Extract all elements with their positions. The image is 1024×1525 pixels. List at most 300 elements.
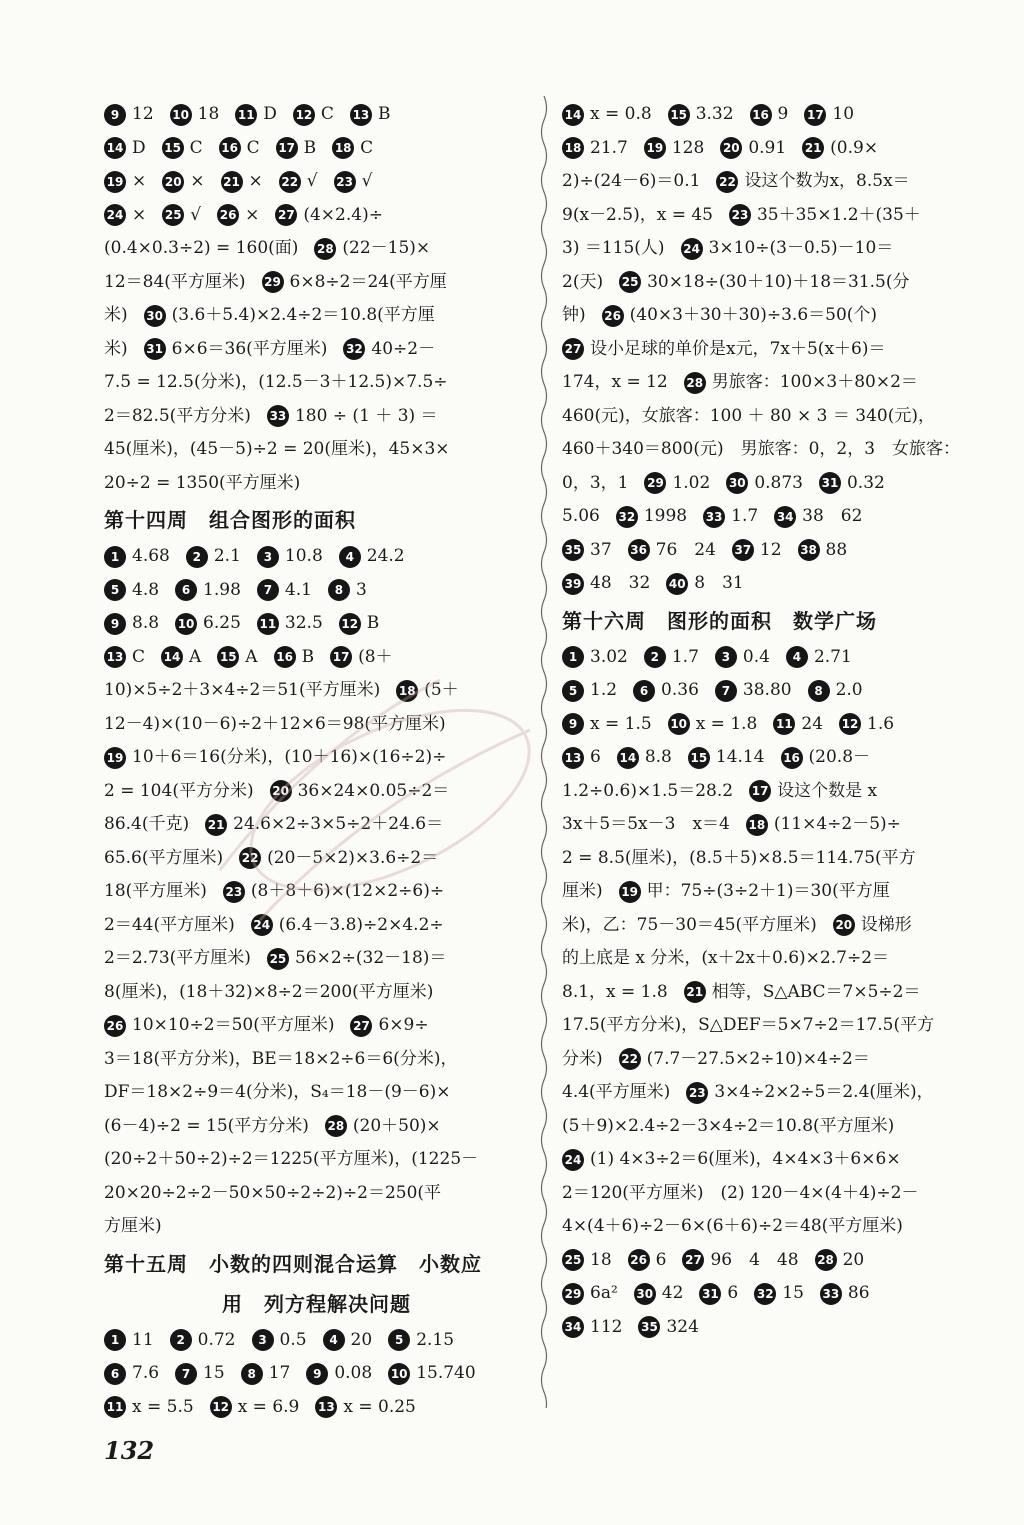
answer-item bbox=[104, 574, 159, 608]
answer-text: 65.6(平方厘米) bbox=[104, 847, 224, 868]
answer-text: 2 = 8.5(厘米)，(8.5＋5)×8.5＝114.75(平方 bbox=[562, 847, 916, 868]
answer-item bbox=[104, 909, 235, 943]
answer-item bbox=[330, 641, 392, 675]
answer-item bbox=[819, 467, 885, 501]
answer-text: 56×2÷(32－18)＝ bbox=[294, 948, 447, 968]
answer-text: 3x＋5＝5x－3 x＝4 bbox=[562, 814, 730, 834]
question-number-badge: 4 bbox=[323, 1329, 345, 1351]
question-number-badge: 37 bbox=[732, 539, 754, 561]
question-number-badge: 30 bbox=[144, 305, 166, 327]
question-number-badge: 17 bbox=[330, 646, 352, 668]
answer-text: C bbox=[320, 104, 334, 124]
question-number-badge: 13 bbox=[315, 1396, 337, 1418]
answer-text: 12＝84(平方厘米) bbox=[104, 271, 246, 292]
answer-item bbox=[275, 199, 383, 233]
question-number-badge: 40 bbox=[666, 573, 688, 595]
question-number-badge: 24 bbox=[104, 204, 126, 226]
answer-text: 0.873 bbox=[754, 472, 803, 493]
question-number-badge: 15 bbox=[688, 747, 710, 769]
answer-item bbox=[562, 1143, 901, 1177]
answer-text: (20.8－ bbox=[808, 747, 871, 767]
question-number-badge: 28 bbox=[684, 372, 706, 394]
question-number-badge: 12 bbox=[339, 613, 361, 635]
question-number-badge: 39 bbox=[562, 573, 584, 595]
answer-line bbox=[562, 1009, 982, 1043]
answer-item bbox=[562, 1277, 618, 1311]
answer-item bbox=[241, 1357, 291, 1391]
question-number-badge: 21 bbox=[802, 137, 824, 159]
answer-text: 128 bbox=[671, 137, 705, 158]
answer-text: 6 bbox=[590, 747, 601, 767]
question-number-badge: 31 bbox=[699, 1283, 721, 1305]
answer-text: 48 32 bbox=[590, 573, 651, 593]
answer-line bbox=[562, 1210, 982, 1244]
answer-line bbox=[562, 400, 982, 434]
section-heading: 第十五周 小数的四则混合运算 小数应 bbox=[104, 1251, 482, 1276]
answer-text: 4.1 bbox=[284, 579, 312, 600]
question-number-badge: 24 bbox=[681, 238, 703, 260]
answer-text: 18 bbox=[590, 1249, 612, 1270]
answer-line bbox=[562, 199, 982, 233]
question-number-badge: 34 bbox=[562, 1316, 584, 1338]
question-number-badge: 16 bbox=[219, 137, 241, 159]
answer-text: 8(厘米)，(18＋32)×8÷2＝200(平方厘米) bbox=[104, 981, 434, 1002]
answer-line bbox=[562, 567, 982, 601]
answer-item bbox=[104, 165, 146, 199]
question-number-badge: 21 bbox=[205, 814, 227, 836]
answer-text: 厘米) bbox=[562, 881, 603, 901]
answer-text: x = 1.5 bbox=[590, 713, 652, 734]
answer-text: 36×24×0.05÷2＝ bbox=[297, 780, 450, 801]
answer-item bbox=[773, 708, 823, 742]
question-number-badge: 23 bbox=[686, 1082, 708, 1104]
answer-item bbox=[749, 775, 877, 809]
answer-item bbox=[162, 132, 203, 166]
answer-line bbox=[104, 467, 530, 501]
answer-text: 6a² bbox=[590, 1283, 618, 1303]
question-number-badge: 9 bbox=[104, 613, 126, 635]
answer-text: 6×8÷2＝24(平方厘 bbox=[289, 271, 447, 292]
question-number-badge: 17 bbox=[276, 137, 298, 159]
answer-line bbox=[104, 1009, 530, 1043]
answer-line bbox=[104, 1210, 530, 1244]
answer-text: 3 bbox=[355, 579, 367, 600]
answer-item bbox=[562, 976, 668, 1010]
answer-text: C bbox=[246, 137, 260, 158]
answer-item bbox=[293, 98, 334, 132]
answer-text: 1.7 bbox=[671, 646, 699, 667]
question-number-badge: 23 bbox=[334, 171, 356, 193]
question-number-badge: 7 bbox=[257, 579, 279, 601]
answer-text: 2 = 104(平方分米) bbox=[104, 780, 254, 801]
question-number-badge: 9 bbox=[104, 104, 126, 126]
answer-item bbox=[257, 574, 312, 608]
answer-item bbox=[257, 540, 323, 574]
answer-text: x = 6.9 bbox=[237, 1396, 300, 1417]
answer-text: 5.06 bbox=[562, 506, 600, 526]
answer-line bbox=[562, 132, 982, 166]
question-number-badge: 27 bbox=[275, 204, 297, 226]
answer-item bbox=[562, 333, 885, 367]
answer-item bbox=[104, 299, 128, 333]
question-number-badge: 13 bbox=[104, 646, 126, 668]
answer-item bbox=[562, 942, 889, 976]
answer-line bbox=[562, 808, 982, 842]
question-number-badge: 23 bbox=[223, 881, 245, 903]
answer-line bbox=[562, 500, 982, 534]
answer-item bbox=[104, 607, 159, 641]
answer-text: 1.6 bbox=[867, 713, 895, 734]
answer-item bbox=[251, 909, 444, 943]
question-number-badge: 14 bbox=[161, 646, 183, 668]
question-number-badge: 2 bbox=[170, 1329, 192, 1351]
answer-text: 4.68 bbox=[132, 546, 170, 566]
answer-text: 9(x－2.5)，x = 45 bbox=[562, 204, 713, 225]
answer-text: 96 4 48 bbox=[710, 1249, 799, 1270]
question-number-badge: 13 bbox=[562, 747, 584, 769]
answer-item bbox=[257, 607, 323, 641]
answer-item bbox=[104, 467, 300, 501]
question-number-badge: 25 bbox=[267, 948, 289, 970]
answer-line bbox=[562, 232, 982, 266]
answer-line bbox=[104, 842, 530, 876]
answer-text: C bbox=[360, 137, 374, 158]
answer-item bbox=[104, 1391, 194, 1425]
answer-text: 7.5 = 12.5(分米)，(12.5－3＋12.5)×7.5÷ bbox=[104, 372, 448, 392]
answer-text: 86.4(千克) bbox=[104, 814, 190, 834]
answer-text: (6.4－3.8)÷2×4.2÷ bbox=[278, 914, 444, 935]
answer-item bbox=[104, 1324, 154, 1358]
answer-item bbox=[350, 1009, 428, 1043]
answer-item bbox=[644, 467, 710, 501]
answer-line bbox=[562, 467, 982, 501]
answer-line bbox=[562, 98, 982, 132]
question-number-badge: 26 bbox=[104, 1015, 126, 1037]
answer-text: (5＋ bbox=[424, 680, 459, 700]
answer-text: 2＝120(平方厘米) (2) 120－4×(4＋4)÷2－ bbox=[562, 1182, 919, 1203]
question-number-badge: 25 bbox=[562, 1249, 584, 1271]
answer-text: (0.9× bbox=[830, 137, 879, 158]
answer-item bbox=[715, 641, 770, 675]
answer-text: 8.1，x = 1.8 bbox=[562, 981, 668, 1002]
answer-text: 10.8 bbox=[284, 546, 323, 566]
answer-item bbox=[306, 1357, 372, 1391]
answer-item bbox=[205, 808, 443, 842]
answer-text: 7.6 bbox=[132, 1363, 160, 1383]
question-number-badge: 33 bbox=[703, 506, 725, 528]
question-number-badge: 10 bbox=[170, 104, 192, 126]
answer-text: (0.4×0.3÷2) = 160(面) bbox=[104, 238, 299, 258]
answer-text: x = 0.25 bbox=[343, 1396, 416, 1417]
answer-item bbox=[388, 1324, 454, 1358]
answer-text: 0.36 bbox=[661, 680, 699, 700]
answer-item bbox=[684, 366, 918, 400]
answer-text: 2.15 bbox=[416, 1329, 455, 1350]
answer-item bbox=[252, 1324, 307, 1358]
answer-item bbox=[350, 98, 391, 132]
section-heading: 用 列方程解决问题 bbox=[222, 1291, 411, 1316]
answer-item bbox=[274, 641, 315, 675]
answer-line bbox=[562, 1110, 982, 1144]
answer-item bbox=[684, 976, 921, 1010]
answer-item bbox=[839, 708, 894, 742]
answer-text: 1.02 bbox=[672, 472, 711, 493]
answer-line bbox=[104, 708, 530, 742]
answer-item bbox=[104, 808, 189, 842]
answer-line bbox=[562, 165, 982, 199]
question-number-badge: 11 bbox=[104, 1396, 126, 1418]
question-number-badge: 6 bbox=[633, 680, 655, 702]
answer-line bbox=[104, 1143, 530, 1177]
question-number-badge: 16 bbox=[274, 646, 296, 668]
answer-item bbox=[562, 1311, 622, 1345]
question-number-badge: 3 bbox=[715, 646, 737, 668]
answer-text: 30×18÷(30＋10)＋18＝31.5(分 bbox=[647, 271, 910, 292]
answer-text: 0.32 bbox=[846, 472, 885, 493]
question-number-badge: 22 bbox=[239, 847, 261, 869]
answer-line bbox=[104, 366, 530, 400]
answer-item bbox=[562, 400, 935, 434]
answer-item bbox=[633, 674, 699, 708]
answer-item bbox=[802, 132, 878, 166]
answer-item bbox=[267, 942, 446, 976]
answer-text: 2(天) bbox=[562, 271, 604, 292]
answer-line bbox=[104, 1177, 530, 1211]
answer-item bbox=[644, 132, 704, 166]
answer-item bbox=[562, 232, 665, 266]
answer-item bbox=[628, 1244, 667, 1278]
answer-item bbox=[104, 1177, 441, 1211]
answer-item bbox=[104, 674, 380, 708]
answer-text: 0.72 bbox=[197, 1329, 236, 1350]
answer-text: 8.8 bbox=[644, 747, 672, 767]
answer-text: 37 bbox=[590, 539, 612, 560]
question-number-badge: 11 bbox=[257, 613, 279, 635]
answer-text: (1) 4×3÷2＝6(厘米)，4×4×3＋6×6× bbox=[590, 1149, 901, 1169]
question-number-badge: 20 bbox=[833, 914, 855, 936]
question-number-badge: 27 bbox=[682, 1249, 704, 1271]
answer-text: 20 bbox=[842, 1249, 865, 1270]
answer-item bbox=[104, 232, 298, 266]
answer-item bbox=[170, 1324, 236, 1358]
answer-text: 2.71 bbox=[813, 646, 852, 667]
question-number-badge: 34 bbox=[774, 506, 796, 528]
question-number-badge: 18 bbox=[332, 137, 354, 159]
answer-item bbox=[774, 500, 862, 534]
question-number-badge: 33 bbox=[267, 405, 289, 427]
answer-text: B bbox=[301, 646, 315, 667]
answer-text: 40÷2－ bbox=[371, 338, 436, 359]
answer-item bbox=[339, 607, 380, 641]
answer-item bbox=[104, 842, 223, 876]
answer-text: 18(平方厘米) bbox=[104, 881, 207, 901]
answer-item bbox=[219, 132, 260, 166]
answer-text: B bbox=[366, 613, 380, 633]
page-number: 132 bbox=[104, 1436, 155, 1465]
answer-line bbox=[104, 400, 530, 434]
answer-item bbox=[562, 708, 652, 742]
question-number-badge: 32 bbox=[754, 1283, 776, 1305]
answer-text: x = 5.5 bbox=[132, 1396, 194, 1417]
answer-text: 180 ÷ (1 ＋ 3) ＝ bbox=[294, 405, 438, 426]
answer-text: 设小足球的单价是x元，7x＋5(x＋6)＝ bbox=[590, 338, 886, 359]
answer-text: 相等，S△ABC＝7×5÷2＝ bbox=[711, 981, 921, 1002]
answer-item bbox=[315, 1391, 416, 1425]
question-number-badge: 18 bbox=[562, 137, 584, 159]
answer-text: 3＝18(平方分米)，BE＝18×2÷6＝6(分米)， bbox=[104, 1048, 458, 1069]
answer-item bbox=[104, 400, 251, 434]
answer-item bbox=[562, 500, 600, 534]
answer-text: (8＋8＋6)×(12×2÷6)÷ bbox=[250, 881, 445, 901]
answer-text: 4.4(平方厘米) bbox=[562, 1082, 671, 1102]
answer-line bbox=[562, 674, 982, 708]
answer-item bbox=[267, 400, 438, 434]
answer-item bbox=[104, 433, 450, 467]
question-number-badge: 15 bbox=[162, 137, 184, 159]
question-number-badge: 18 bbox=[746, 814, 768, 836]
answer-line bbox=[562, 942, 982, 976]
answer-item bbox=[804, 98, 854, 132]
answer-text: 0.91 bbox=[748, 137, 787, 158]
answer-line bbox=[104, 909, 530, 943]
question-number-badge: 11 bbox=[773, 713, 795, 735]
answer-item bbox=[170, 98, 220, 132]
answer-item bbox=[104, 976, 433, 1010]
answer-text: 6 bbox=[655, 1249, 667, 1270]
answer-text: 1.7 bbox=[731, 506, 759, 526]
question-number-badge: 14 bbox=[617, 747, 639, 769]
answer-item bbox=[562, 1076, 670, 1110]
answer-line bbox=[104, 1076, 530, 1110]
question-number-badge: 29 bbox=[644, 472, 666, 494]
question-number-badge: 10 bbox=[668, 713, 690, 735]
wavy-column-divider bbox=[538, 96, 550, 1408]
answer-text: 2.0 bbox=[835, 680, 863, 700]
answer-text: A bbox=[189, 646, 202, 667]
left-answer-column bbox=[104, 98, 530, 1424]
answer-text: 32.5 bbox=[284, 613, 323, 633]
answer-text: 米) bbox=[104, 338, 128, 359]
answer-text: 20 bbox=[350, 1329, 373, 1350]
answer-text: √ bbox=[190, 204, 202, 225]
answer-text: 14.14 bbox=[715, 747, 765, 767]
answer-item bbox=[175, 1357, 225, 1391]
answer-item bbox=[798, 534, 848, 568]
answer-line bbox=[562, 534, 982, 568]
answer-item bbox=[343, 333, 435, 367]
answer-item bbox=[388, 1357, 475, 1391]
answer-text: 17.5(平方分米)，S△DEF＝5×7÷2＝17.5(平方 bbox=[562, 1015, 935, 1035]
question-number-badge: 28 bbox=[815, 1249, 837, 1271]
question-number-badge: 20 bbox=[162, 171, 184, 193]
question-number-badge: 1 bbox=[104, 1329, 126, 1351]
question-number-badge: 19 bbox=[104, 747, 126, 769]
question-number-badge: 15 bbox=[668, 104, 690, 126]
question-number-badge: 5 bbox=[562, 680, 584, 702]
answer-line bbox=[104, 165, 530, 199]
question-number-badge: 21 bbox=[221, 171, 243, 193]
answer-item bbox=[186, 540, 241, 574]
question-number-badge: 25 bbox=[619, 271, 641, 293]
answer-item bbox=[808, 674, 863, 708]
answer-line bbox=[104, 775, 530, 809]
answer-item bbox=[644, 641, 699, 675]
answer-line bbox=[562, 366, 982, 400]
question-number-badge: 26 bbox=[602, 305, 624, 327]
question-number-badge: 11 bbox=[235, 104, 257, 126]
question-number-badge: 16 bbox=[781, 747, 803, 769]
answer-text: 12 bbox=[759, 539, 782, 560]
answer-text: √ bbox=[306, 171, 318, 191]
answer-item bbox=[314, 232, 430, 266]
answer-item bbox=[175, 607, 241, 641]
question-number-badge: 25 bbox=[162, 204, 184, 226]
answer-item bbox=[616, 500, 687, 534]
answer-item bbox=[562, 433, 960, 467]
question-number-badge: 19 bbox=[619, 881, 641, 903]
question-number-badge: 12 bbox=[839, 713, 861, 735]
question-number-badge: 28 bbox=[325, 1115, 347, 1137]
answer-text: 24.2 bbox=[366, 546, 405, 566]
answer-item bbox=[104, 1009, 334, 1043]
answer-item bbox=[562, 467, 628, 501]
answer-item bbox=[328, 574, 367, 608]
answer-text: 38 62 bbox=[802, 506, 863, 526]
answer-item bbox=[619, 266, 909, 300]
answer-text: 3×10÷(3－0.5)－10＝ bbox=[708, 238, 894, 258]
answer-item bbox=[562, 199, 713, 233]
answer-text: × bbox=[248, 171, 263, 191]
answer-item bbox=[144, 333, 328, 367]
answer-line bbox=[104, 232, 530, 266]
answer-item bbox=[688, 741, 765, 775]
answer-text: 15 bbox=[782, 1283, 804, 1303]
answer-text: 12－4)×(10－6)÷2＋12×6＝98(平方厘米) bbox=[104, 713, 446, 734]
answer-line bbox=[562, 1244, 982, 1278]
answer-item bbox=[754, 1277, 804, 1311]
answer-line bbox=[562, 1177, 982, 1211]
answer-text: 6×6＝36(平方厘米) bbox=[171, 338, 328, 359]
answer-text: 米)，乙：75－30＝45(平方厘米) bbox=[562, 914, 817, 935]
answer-line bbox=[104, 1357, 530, 1391]
answer-line bbox=[562, 1277, 982, 1311]
answer-text: 4×(4＋6)÷2－6×(6＋6)÷2＝48(平方厘米) bbox=[562, 1216, 903, 1236]
answer-text: √ bbox=[361, 171, 373, 191]
answer-text: (20÷2＋50÷2)÷2＝1225(平方厘米)，(1225－ bbox=[104, 1149, 479, 1169]
answer-line bbox=[562, 266, 982, 300]
answer-item bbox=[726, 467, 803, 501]
question-number-badge: 8 bbox=[241, 1363, 263, 1385]
answer-item bbox=[144, 299, 435, 333]
question-number-badge: 14 bbox=[562, 104, 584, 126]
answer-item bbox=[562, 741, 601, 775]
answer-text: 45(厘米)，(45－5)÷2 = 20(厘米)，45×3× bbox=[104, 439, 450, 459]
answer-text: (4×2.4)÷ bbox=[303, 204, 383, 225]
question-number-badge: 29 bbox=[562, 1283, 584, 1305]
answer-item bbox=[104, 641, 145, 675]
answer-line bbox=[104, 1110, 530, 1144]
answer-line bbox=[104, 674, 530, 708]
answer-item bbox=[104, 775, 254, 809]
answer-item bbox=[562, 1043, 603, 1077]
answer-line bbox=[104, 808, 530, 842]
answer-text: 3.32 bbox=[695, 104, 734, 124]
answer-item bbox=[781, 741, 870, 775]
answer-text: (8＋ bbox=[358, 646, 393, 667]
question-number-badge: 6 bbox=[175, 579, 197, 601]
answer-item bbox=[104, 98, 154, 132]
question-number-badge: 27 bbox=[562, 338, 584, 360]
